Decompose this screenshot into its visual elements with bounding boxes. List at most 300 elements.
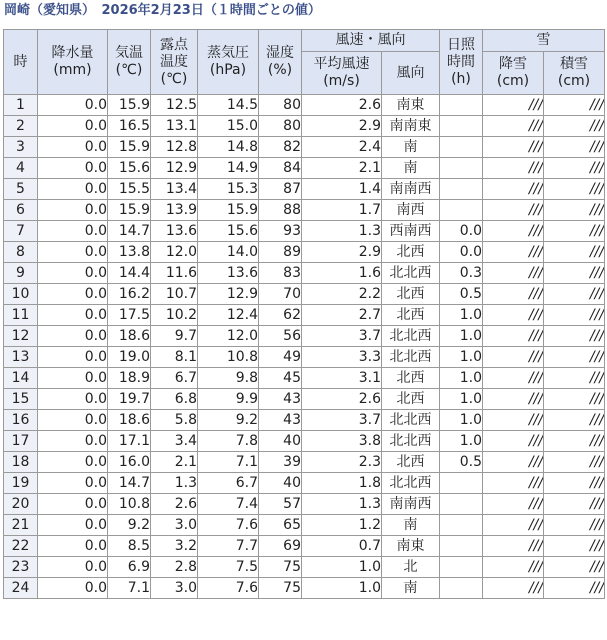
cell-temp: 16.2 — [108, 284, 151, 305]
cell-hour: 5 — [4, 179, 38, 200]
cell-wind-speed: 1.3 — [302, 494, 382, 515]
cell-sunshine: 1.0 — [440, 431, 483, 452]
cell-snowfall: /// — [483, 473, 544, 494]
cell-vapor-pressure: 15.0 — [198, 116, 259, 137]
cell-snow-depth: /// — [544, 389, 605, 410]
cell-vapor-pressure: 9.2 — [198, 410, 259, 431]
cell-vapor-pressure: 7.5 — [198, 557, 259, 578]
cell-snowfall: /// — [483, 158, 544, 179]
cell-humidity: 82 — [259, 137, 302, 158]
cell-humidity: 83 — [259, 263, 302, 284]
cell-humidity: 45 — [259, 368, 302, 389]
cell-hour: 18 — [4, 452, 38, 473]
cell-precip: 0.0 — [38, 452, 108, 473]
cell-hour: 15 — [4, 389, 38, 410]
cell-sunshine — [440, 158, 483, 179]
header-dew-point: 露点 温度 (℃) — [151, 30, 198, 95]
cell-wind-direction: 北西 — [382, 389, 440, 410]
cell-wind-direction: 南南西 — [382, 494, 440, 515]
cell-vapor-pressure: 13.6 — [198, 263, 259, 284]
cell-snow-depth: /// — [544, 494, 605, 515]
cell-sunshine — [440, 200, 483, 221]
cell-sunshine: 0.0 — [440, 221, 483, 242]
cell-humidity: 65 — [259, 515, 302, 536]
cell-sunshine: 1.0 — [440, 347, 483, 368]
cell-temp: 8.5 — [108, 536, 151, 557]
cell-hour: 3 — [4, 137, 38, 158]
header-precip: 降水量 (mm) — [38, 30, 108, 95]
cell-snow-depth: /// — [544, 431, 605, 452]
cell-hour: 12 — [4, 326, 38, 347]
cell-vapor-pressure: 7.6 — [198, 515, 259, 536]
cell-precip: 0.0 — [38, 431, 108, 452]
cell-sunshine: 0.5 — [440, 452, 483, 473]
cell-snowfall: /// — [483, 389, 544, 410]
cell-precip: 0.0 — [38, 536, 108, 557]
cell-snowfall: /// — [483, 200, 544, 221]
cell-vapor-pressure: 14.0 — [198, 242, 259, 263]
cell-precip: 0.0 — [38, 284, 108, 305]
cell-precip: 0.0 — [38, 263, 108, 284]
cell-hour: 20 — [4, 494, 38, 515]
cell-temp: 14.4 — [108, 263, 151, 284]
cell-precip: 0.0 — [38, 95, 108, 116]
cell-snowfall: /// — [483, 578, 544, 599]
cell-vapor-pressure: 7.6 — [198, 578, 259, 599]
cell-vapor-pressure: 9.8 — [198, 368, 259, 389]
cell-humidity: 80 — [259, 95, 302, 116]
cell-hour: 23 — [4, 557, 38, 578]
table-row — [4, 494, 605, 515]
cell-dew-point: 3.4 — [151, 431, 198, 452]
cell-vapor-pressure: 14.8 — [198, 137, 259, 158]
cell-temp: 18.9 — [108, 368, 151, 389]
cell-humidity: 75 — [259, 557, 302, 578]
header-humidity: 湿度 (%) — [259, 30, 302, 95]
table-row — [4, 200, 605, 221]
cell-sunshine — [440, 557, 483, 578]
cell-temp: 19.7 — [108, 389, 151, 410]
cell-temp: 17.1 — [108, 431, 151, 452]
cell-snow-depth: /// — [544, 263, 605, 284]
cell-wind-speed: 1.3 — [302, 221, 382, 242]
header-snow-group: 雪 — [483, 30, 605, 52]
table-row — [4, 557, 605, 578]
cell-temp: 10.8 — [108, 494, 151, 515]
cell-hour: 1 — [4, 95, 38, 116]
table-row — [4, 368, 605, 389]
cell-wind-speed: 2.9 — [302, 242, 382, 263]
cell-wind-direction: 北北西 — [382, 326, 440, 347]
header-snow-depth: 積雪 (cm) — [544, 52, 605, 95]
cell-snow-depth: /// — [544, 284, 605, 305]
cell-wind-direction: 南南西 — [382, 179, 440, 200]
cell-wind-direction: 北北西 — [382, 347, 440, 368]
cell-precip: 0.0 — [38, 410, 108, 431]
cell-hour: 13 — [4, 347, 38, 368]
cell-precip: 0.0 — [38, 368, 108, 389]
cell-snowfall: /// — [483, 557, 544, 578]
table-row — [4, 158, 605, 179]
cell-vapor-pressure: 12.9 — [198, 284, 259, 305]
cell-wind-direction: 南東 — [382, 95, 440, 116]
cell-vapor-pressure: 9.9 — [198, 389, 259, 410]
table-row — [4, 536, 605, 557]
cell-dew-point: 13.6 — [151, 221, 198, 242]
cell-hour: 4 — [4, 158, 38, 179]
cell-hour: 6 — [4, 200, 38, 221]
cell-precip: 0.0 — [38, 221, 108, 242]
cell-precip: 0.0 — [38, 179, 108, 200]
cell-wind-speed: 1.6 — [302, 263, 382, 284]
cell-wind-direction: 北北西 — [382, 410, 440, 431]
cell-snow-depth: /// — [544, 368, 605, 389]
table-row — [4, 515, 605, 536]
cell-snowfall: /// — [483, 452, 544, 473]
header-sunshine: 日照 時間 (h) — [440, 30, 483, 95]
cell-dew-point: 2.1 — [151, 452, 198, 473]
cell-vapor-pressure: 12.0 — [198, 326, 259, 347]
cell-precip: 0.0 — [38, 557, 108, 578]
cell-sunshine — [440, 473, 483, 494]
cell-temp: 14.7 — [108, 473, 151, 494]
cell-sunshine — [440, 536, 483, 557]
cell-snowfall: /// — [483, 410, 544, 431]
cell-humidity: 80 — [259, 116, 302, 137]
cell-precip: 0.0 — [38, 326, 108, 347]
cell-sunshine: 0.3 — [440, 263, 483, 284]
table-row — [4, 95, 605, 116]
cell-sunshine — [440, 137, 483, 158]
cell-dew-point: 3.0 — [151, 578, 198, 599]
cell-wind-speed: 1.2 — [302, 515, 382, 536]
cell-humidity: 62 — [259, 305, 302, 326]
cell-snow-depth: /// — [544, 473, 605, 494]
cell-wind-speed: 2.3 — [302, 452, 382, 473]
cell-precip: 0.0 — [38, 305, 108, 326]
cell-wind-speed: 3.3 — [302, 347, 382, 368]
cell-sunshine — [440, 95, 483, 116]
cell-dew-point: 13.4 — [151, 179, 198, 200]
cell-snow-depth: /// — [544, 410, 605, 431]
table-row — [4, 305, 605, 326]
header-wind-speed: 平均風速 (m/s) — [302, 52, 382, 95]
cell-snow-depth: /// — [544, 221, 605, 242]
cell-snowfall: /// — [483, 431, 544, 452]
cell-wind-speed: 1.4 — [302, 179, 382, 200]
cell-dew-point: 13.1 — [151, 116, 198, 137]
cell-snow-depth: /// — [544, 305, 605, 326]
cell-precip: 0.0 — [38, 515, 108, 536]
cell-snowfall: /// — [483, 347, 544, 368]
cell-sunshine: 1.0 — [440, 410, 483, 431]
cell-temp: 16.5 — [108, 116, 151, 137]
cell-hour: 19 — [4, 473, 38, 494]
cell-dew-point: 10.2 — [151, 305, 198, 326]
cell-snow-depth: /// — [544, 137, 605, 158]
cell-temp: 15.6 — [108, 158, 151, 179]
table-row — [4, 473, 605, 494]
cell-precip: 0.0 — [38, 200, 108, 221]
cell-wind-direction: 北 — [382, 557, 440, 578]
cell-snow-depth: /// — [544, 95, 605, 116]
hourly-observation-table — [3, 29, 605, 599]
cell-sunshine: 1.0 — [440, 326, 483, 347]
cell-snowfall: /// — [483, 368, 544, 389]
cell-dew-point: 13.9 — [151, 200, 198, 221]
cell-precip: 0.0 — [38, 242, 108, 263]
cell-wind-direction: 南東 — [382, 536, 440, 557]
cell-vapor-pressure: 10.8 — [198, 347, 259, 368]
cell-vapor-pressure: 14.9 — [198, 158, 259, 179]
cell-dew-point: 5.8 — [151, 410, 198, 431]
cell-hour: 9 — [4, 263, 38, 284]
cell-temp: 14.7 — [108, 221, 151, 242]
cell-humidity: 49 — [259, 347, 302, 368]
cell-wind-speed: 3.7 — [302, 326, 382, 347]
cell-wind-direction: 北西 — [382, 452, 440, 473]
cell-temp: 16.0 — [108, 452, 151, 473]
cell-dew-point: 6.7 — [151, 368, 198, 389]
cell-temp: 15.9 — [108, 95, 151, 116]
cell-hour: 24 — [4, 578, 38, 599]
cell-sunshine: 1.0 — [440, 305, 483, 326]
cell-hour: 11 — [4, 305, 38, 326]
cell-hour: 7 — [4, 221, 38, 242]
cell-snow-depth: /// — [544, 116, 605, 137]
cell-humidity: 70 — [259, 284, 302, 305]
cell-hour: 21 — [4, 515, 38, 536]
cell-wind-direction: 南 — [382, 515, 440, 536]
cell-snowfall: /// — [483, 284, 544, 305]
cell-sunshine — [440, 494, 483, 515]
cell-snowfall: /// — [483, 305, 544, 326]
table-row — [4, 347, 605, 368]
cell-wind-speed: 3.8 — [302, 431, 382, 452]
cell-humidity: 69 — [259, 536, 302, 557]
cell-wind-direction: 南西 — [382, 200, 440, 221]
cell-precip: 0.0 — [38, 473, 108, 494]
cell-temp: 15.9 — [108, 200, 151, 221]
table-body — [4, 95, 605, 599]
cell-dew-point: 12.5 — [151, 95, 198, 116]
cell-wind-speed: 2.1 — [302, 158, 382, 179]
cell-hour: 14 — [4, 368, 38, 389]
cell-hour: 16 — [4, 410, 38, 431]
cell-vapor-pressure: 14.5 — [198, 95, 259, 116]
cell-snow-depth: /// — [544, 347, 605, 368]
cell-humidity: 88 — [259, 200, 302, 221]
cell-vapor-pressure: 12.4 — [198, 305, 259, 326]
header-hour: 時 — [4, 30, 38, 95]
cell-dew-point: 10.7 — [151, 284, 198, 305]
cell-wind-direction: 南 — [382, 137, 440, 158]
page-title: 岡崎（愛知県） 2026年2月23日（１時間ごとの値） — [4, 3, 321, 18]
table-row — [4, 410, 605, 431]
cell-wind-speed: 1.7 — [302, 200, 382, 221]
cell-wind-speed: 2.9 — [302, 116, 382, 137]
cell-wind-direction: 南 — [382, 158, 440, 179]
cell-snowfall: /// — [483, 515, 544, 536]
cell-vapor-pressure: 7.4 — [198, 494, 259, 515]
cell-humidity: 87 — [259, 179, 302, 200]
cell-vapor-pressure: 7.8 — [198, 431, 259, 452]
cell-wind-speed: 2.6 — [302, 95, 382, 116]
cell-humidity: 75 — [259, 578, 302, 599]
cell-wind-direction: 北西 — [382, 368, 440, 389]
cell-snow-depth: /// — [544, 200, 605, 221]
cell-snowfall: /// — [483, 221, 544, 242]
cell-precip: 0.0 — [38, 137, 108, 158]
table-row — [4, 116, 605, 137]
cell-wind-direction: 南南東 — [382, 116, 440, 137]
table-row — [4, 221, 605, 242]
cell-sunshine — [440, 116, 483, 137]
header-temp: 気温 (℃) — [108, 30, 151, 95]
cell-hour: 22 — [4, 536, 38, 557]
cell-temp: 15.9 — [108, 137, 151, 158]
cell-wind-direction: 北西 — [382, 305, 440, 326]
cell-dew-point: 2.8 — [151, 557, 198, 578]
table-row — [4, 137, 605, 158]
cell-temp: 6.9 — [108, 557, 151, 578]
cell-humidity: 43 — [259, 389, 302, 410]
cell-dew-point: 9.7 — [151, 326, 198, 347]
cell-snowfall: /// — [483, 242, 544, 263]
cell-precip: 0.0 — [38, 494, 108, 515]
cell-humidity: 56 — [259, 326, 302, 347]
cell-snow-depth: /// — [544, 326, 605, 347]
table-row — [4, 326, 605, 347]
table-row — [4, 389, 605, 410]
cell-sunshine: 0.5 — [440, 284, 483, 305]
cell-dew-point: 8.1 — [151, 347, 198, 368]
cell-precip: 0.0 — [38, 389, 108, 410]
cell-vapor-pressure: 6.7 — [198, 473, 259, 494]
table-row — [4, 242, 605, 263]
cell-temp: 13.8 — [108, 242, 151, 263]
cell-snow-depth: /// — [544, 452, 605, 473]
cell-humidity: 89 — [259, 242, 302, 263]
cell-precip: 0.0 — [38, 578, 108, 599]
cell-snow-depth: /// — [544, 242, 605, 263]
cell-humidity: 40 — [259, 431, 302, 452]
cell-snow-depth: /// — [544, 536, 605, 557]
cell-snowfall: /// — [483, 179, 544, 200]
cell-wind-speed: 1.0 — [302, 557, 382, 578]
cell-snow-depth: /// — [544, 515, 605, 536]
cell-wind-direction: 北西 — [382, 242, 440, 263]
cell-dew-point: 2.6 — [151, 494, 198, 515]
cell-dew-point: 1.3 — [151, 473, 198, 494]
cell-dew-point: 3.2 — [151, 536, 198, 557]
cell-snow-depth: /// — [544, 158, 605, 179]
cell-wind-speed: 2.2 — [302, 284, 382, 305]
header-wind-direction: 風向 — [382, 52, 440, 95]
cell-wind-speed: 1.8 — [302, 473, 382, 494]
cell-humidity: 39 — [259, 452, 302, 473]
cell-dew-point: 11.6 — [151, 263, 198, 284]
cell-precip: 0.0 — [38, 116, 108, 137]
cell-snow-depth: /// — [544, 557, 605, 578]
table-row — [4, 431, 605, 452]
cell-vapor-pressure: 15.6 — [198, 221, 259, 242]
cell-wind-direction: 西南西 — [382, 221, 440, 242]
cell-wind-speed: 2.7 — [302, 305, 382, 326]
cell-precip: 0.0 — [38, 158, 108, 179]
cell-hour: 17 — [4, 431, 38, 452]
cell-temp: 15.5 — [108, 179, 151, 200]
cell-temp: 18.6 — [108, 410, 151, 431]
header-wind-group: 風速・風向 — [302, 30, 440, 52]
cell-snowfall: /// — [483, 494, 544, 515]
cell-wind-direction: 南 — [382, 578, 440, 599]
cell-vapor-pressure: 7.7 — [198, 536, 259, 557]
cell-snowfall: /// — [483, 536, 544, 557]
cell-hour: 10 — [4, 284, 38, 305]
cell-vapor-pressure: 7.1 — [198, 452, 259, 473]
cell-precip: 0.0 — [38, 347, 108, 368]
cell-sunshine — [440, 179, 483, 200]
cell-humidity: 57 — [259, 494, 302, 515]
table-row — [4, 578, 605, 599]
cell-wind-direction: 北北西 — [382, 431, 440, 452]
cell-wind-speed: 3.1 — [302, 368, 382, 389]
cell-sunshine — [440, 515, 483, 536]
table-row — [4, 452, 605, 473]
header-snowfall: 降雪 (cm) — [483, 52, 544, 95]
table-row — [4, 179, 605, 200]
cell-snow-depth: /// — [544, 578, 605, 599]
cell-snowfall: /// — [483, 326, 544, 347]
cell-temp: 18.6 — [108, 326, 151, 347]
table-row — [4, 284, 605, 305]
cell-wind-speed: 0.7 — [302, 536, 382, 557]
table-row — [4, 263, 605, 284]
cell-temp: 9.2 — [108, 515, 151, 536]
cell-humidity: 43 — [259, 410, 302, 431]
cell-wind-direction: 北西 — [382, 284, 440, 305]
cell-snowfall: /// — [483, 263, 544, 284]
cell-snowfall: /// — [483, 116, 544, 137]
cell-snow-depth: /// — [544, 179, 605, 200]
cell-dew-point: 12.0 — [151, 242, 198, 263]
cell-temp: 17.5 — [108, 305, 151, 326]
header-vapor-pressure: 蒸気圧 (hPa) — [198, 30, 259, 95]
cell-dew-point: 12.9 — [151, 158, 198, 179]
cell-snowfall: /// — [483, 137, 544, 158]
cell-hour: 8 — [4, 242, 38, 263]
cell-sunshine: 1.0 — [440, 389, 483, 410]
cell-dew-point: 12.8 — [151, 137, 198, 158]
cell-wind-speed: 2.6 — [302, 389, 382, 410]
cell-humidity: 93 — [259, 221, 302, 242]
cell-vapor-pressure: 15.9 — [198, 200, 259, 221]
cell-dew-point: 3.0 — [151, 515, 198, 536]
cell-humidity: 40 — [259, 473, 302, 494]
cell-wind-direction: 北北西 — [382, 263, 440, 284]
cell-humidity: 84 — [259, 158, 302, 179]
cell-hour: 2 — [4, 116, 38, 137]
cell-wind-direction: 北北西 — [382, 473, 440, 494]
cell-dew-point: 6.8 — [151, 389, 198, 410]
cell-vapor-pressure: 15.3 — [198, 179, 259, 200]
cell-temp: 19.0 — [108, 347, 151, 368]
cell-sunshine: 1.0 — [440, 368, 483, 389]
cell-wind-speed: 2.4 — [302, 137, 382, 158]
cell-wind-speed: 1.0 — [302, 578, 382, 599]
cell-sunshine — [440, 578, 483, 599]
